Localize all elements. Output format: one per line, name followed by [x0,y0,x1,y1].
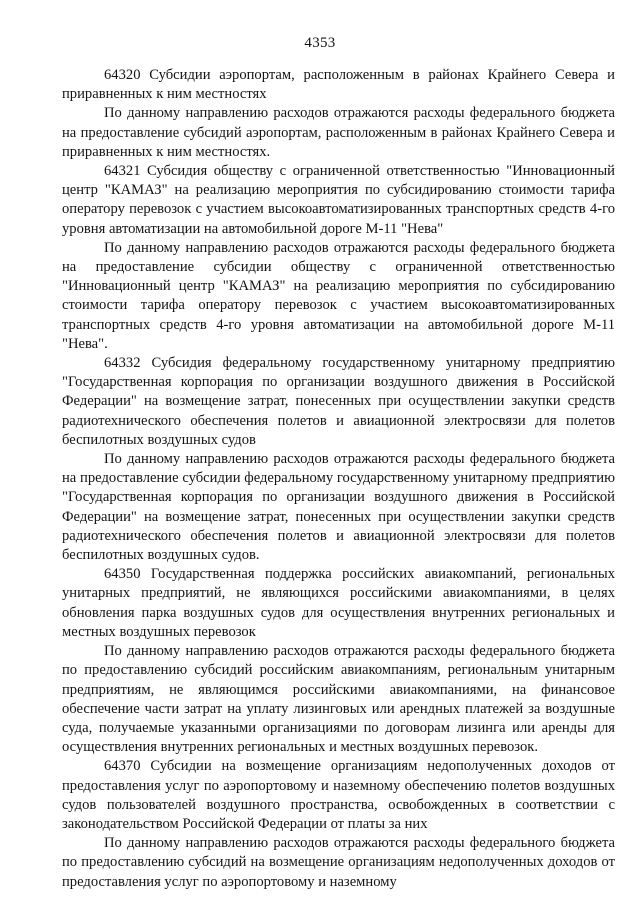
document-body [62,66,615,892]
paragraph-64332-description: По данному направлению расходов отражаются расходы федерального бюджета на предоставление субсидии федеральному государственному унитарному предприятию "Государственная корпорация по организации воздушного движения в Российской Федерации" на возмещение затрат, понесенных при осуществлении закупки средств радиотехнического обеспечения полетов и авиационной электросвязи для полетов беспилотных воздушных судов. [62,451,615,564]
paragraph-64321-description: По данному направлению расходов отражаются расходы федерального бюджета на предоставление субсидии обществу с ограниченной ответственностью "Инновационный центр "КАМАЗ" на реализацию мероприятия по субсидированию стоимости тарифа оператору перевозок с участием высокоавтоматизированных транспортных средств 4-го уровня автоматизации на автомобильной дороге М-11 "Нева". [62,239,615,352]
heading-64332: 64332 Субсидия федеральному государственному унитарному предприятию "Государственная корпорация по организации воздушного движения в Российской Федерации" на возмещение затрат, понесенных при осуществлении закупки средств радиотехнического обеспечения полетов и авиационной электросвязи для полетов беспилотных воздушных судов [62,355,615,448]
paragraph-64350-description: По данному направлению расходов отражаются расходы федерального бюджета по предоставлению субсидий российским авиакомпаниям, региональным унитарным предприятиям, не являющимся российскими авиакомпаниями, на финансовое обеспечение части затрат на уплату лизинговых или арендных платежей за воздушные суда, получаемые указанными организациями по договорам лизинга или аренды для осуществления внутренних региональных и местных воздушных перевозок. [62,643,615,756]
heading-64320: 64320 Субсидии аэропортам, расположенным в районах Крайнего Севера и приравненных к ним местностях [62,67,615,103]
paragraph-64320-description: По данному направлению расходов отражаются расходы федерального бюджета на предоставление субсидий аэропортам, расположенным в районах Крайнего Севера и приравненных к ним местностях. [62,105,615,160]
heading-64350: 64350 Государственная поддержка российских авиакомпаний, региональных унитарных предприятий, не являющихся российскими авиакомпаниями, в целях обновления парка воздушных судов для осуществления внутренних региональных и местных воздушных перевозок [62,566,615,640]
heading-64321: 64321 Субсидия обществу с ограниченной ответственностью "Инновационный центр "КАМАЗ" на реализацию мероприятия по субсидированию стоимости тарифа оператору перевозок с участием высокоавтоматизированных транспортных средств 4-го уровня автоматизации на автомобильной дороге М-11 "Нева" [62,163,615,237]
paragraph-64370-description: По данному направлению расходов отражаются расходы федерального бюджета по предоставлению субсидий на возмещение организациям недополученных доходов от предоставления услуг по аэропортовому и наземному [62,835,615,890]
page-number: 4353 [304,35,336,51]
heading-64370: 64370 Субсидии на возмещение организациям недополученных доходов от предоставления услуг по аэропортовому и наземному обеспечению полетов воздушных судов пользователей воздушного пространства, освобожденных в соответствии с законодательством Российской Федерации от платы за них [62,758,615,832]
